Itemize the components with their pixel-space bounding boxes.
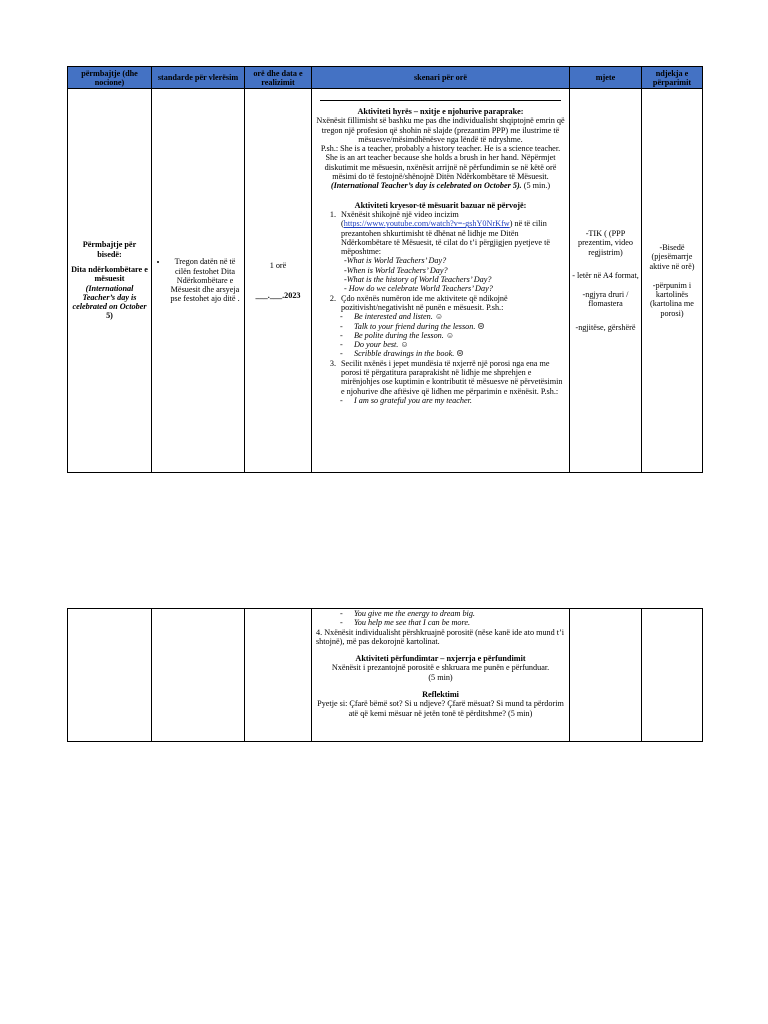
content-topic: Dita ndërkombëtare e mësuesit bbox=[71, 264, 148, 284]
empty-hours-cell bbox=[245, 609, 312, 742]
intro-text: Nxënësit fillimisht së bashku me pas dhe individualisht shqiptojnë emrin që tregon një profesion që shohin në slajde (prezantim PPP) me ilustrime të mësuesve/mësimdhënësve nga lëndë të ndryshme. bbox=[316, 116, 565, 144]
standards-item: • Tregon datën në të cilën festohet Dita Ndërkombëtare e Mësuesit dhe arsyeja pse festohet ajo ditë . bbox=[168, 257, 242, 303]
reflection-title: Reflektimi bbox=[422, 690, 459, 700]
scenario-cell-continued bbox=[312, 609, 570, 742]
header-row bbox=[68, 67, 703, 89]
assessment-1: -Bisedë (pjesëmarrje aktive në orë) bbox=[649, 242, 695, 271]
hours-cell bbox=[245, 89, 312, 473]
step-1: 1. Nxënësit shikojnë një video incizim (https://www.youtube.com/watch?v=-gshY0NrKfw) në të cilin prezantohen shkurtimisht të dhënat në lidhje me Ditën Ndërkombëtare të Mësuesit, të cilat do t’i përgjigjen pyetjeve të mëposhtme: bbox=[329, 209, 551, 257]
content-cell bbox=[68, 89, 152, 473]
header-scenario: skenari për orë bbox=[312, 67, 570, 89]
header-hours: orë dhe data e realizimit bbox=[245, 67, 312, 89]
hours-value: 1 orë bbox=[269, 261, 287, 271]
standards-cell bbox=[152, 89, 245, 473]
intro-example: P.sh.: She is a teacher, probably a history teacher. He is a science teacher. She is an art teacher because she holds a brush in her hand. Nëpërmjet diskutimit me mësuesin, nxënësit arrijnë në përfundimin se në këtë orë mësimi do të festojnë/shënojnë Ditën Ndërkombëtare të Mësuesit. (International Teacher’s day is celebrated on October 5). (5 min.) bbox=[320, 144, 561, 191]
final-text: Nxënësit i prezantojnë porositë e shkruara me punën e përfunduar. bbox=[331, 663, 550, 673]
idea-5: - Scribble drawings in the book. ☹ bbox=[340, 349, 464, 359]
video-link[interactable]: https://www.youtube.com/watch?v=-gshY0NrKfw bbox=[343, 219, 510, 229]
lesson-plan-table-page-2 bbox=[67, 608, 703, 742]
idea-4: - Do your best. ☺ bbox=[340, 340, 409, 350]
assessment-cell bbox=[642, 89, 703, 473]
header-content: përmbajtje (dhe nocione) bbox=[68, 67, 152, 89]
divider-line bbox=[320, 100, 561, 101]
tools-cell bbox=[570, 89, 642, 473]
tool-2: - letër në A4 format, bbox=[572, 270, 639, 280]
question-2: -When is World Teachers’ Day? bbox=[344, 265, 448, 275]
continuation-row bbox=[68, 609, 703, 742]
empty-tools-cell bbox=[570, 609, 642, 742]
assessment-2: -përpunim i kartolinës (kartolina me porosi) bbox=[650, 280, 694, 318]
final-title: Aktiviteti përfundimtar – nxjerrja e përfundimit bbox=[355, 654, 526, 664]
date-value: ___.___.2023 bbox=[255, 290, 301, 300]
intro-title: Aktiviteti hyrës – nxitje e njohurive paraprake: bbox=[357, 107, 524, 116]
question-1: -What is World Teachers’ Day? bbox=[344, 256, 447, 266]
question-4: - How do we celebrate World Teachers’ Day? bbox=[344, 284, 493, 294]
header-tools: mjete bbox=[570, 67, 642, 89]
scenario-cell bbox=[312, 89, 570, 473]
tool-1: -TIK ( (PPP prezentim, video regjistrim) bbox=[577, 228, 634, 257]
idea-3: - Be polite during the lesson. ☺ bbox=[340, 330, 455, 340]
standards-list bbox=[154, 257, 242, 303]
empty-standards-cell bbox=[152, 609, 245, 742]
header-standards: standarde për vlerësim bbox=[152, 67, 245, 89]
lesson-plan-table-page-1 bbox=[67, 66, 703, 473]
tool-4: -ngjitëse, gërshërë bbox=[575, 322, 636, 332]
main-title: Aktiviteti kryesor-të mësuarit bazuar në përvojë: bbox=[354, 200, 527, 210]
body-row bbox=[68, 89, 703, 473]
step-2: 2. Çdo nxënës numëron ide me aktivitete që ndikojnë pozitivisht/negativisht në punën e mësuesit. P.sh.: bbox=[329, 293, 508, 312]
message-3: - You help me see that I can be more. bbox=[340, 618, 471, 628]
idea-2: - Talk to your friend during the lesson. ☹ bbox=[340, 321, 485, 331]
step-3: 3. Secilit nxënës i jepet mundësia të nxjerrë një porosi nga ena me porosi të përgatitura paraprakisht në lidhje me shprehjen e mirënjohjes ose kuptimin e kontributit të mësuesve në përvetësimin e njohurive dhe aftësive që lidhen me përparimin e nxënësit. P.sh.: bbox=[329, 358, 563, 396]
header-assessment: ndjekja e përparimit bbox=[642, 67, 703, 89]
step-4: 4. Nxënësit individualisht përshkruajnë porositë (nëse kanë ide ato mund t’i shtojnë), më pas dekorojnë kartolinat. bbox=[316, 627, 565, 646]
reflection-text: Pyetje si: Çfarë bëmë sot? Si u ndjeve? Çfarë mësuat? Si mund ta përdorim atë që kemi mësuar në jetën tonë të përditshme? (5 min) bbox=[317, 699, 564, 718]
content-title: Përmbajtje për bisedë: bbox=[82, 240, 137, 259]
idea-1: - Be interested and listen. ☺ bbox=[340, 312, 444, 322]
question-3: -What is the history of World Teachers’ Day? bbox=[344, 275, 492, 285]
message-1: - I am so grateful you are my teacher. bbox=[340, 395, 472, 405]
message-2: - You give me the energy to dream big. bbox=[340, 609, 475, 618]
tool-3: -ngjyra druri / flomastera bbox=[582, 290, 629, 309]
empty-assessment-cell bbox=[642, 609, 703, 742]
content-topic-en: (International Teacher’s day is celebrated on October 5) bbox=[72, 283, 147, 321]
empty-content-cell bbox=[68, 609, 152, 742]
final-time: (5 min) bbox=[428, 672, 453, 682]
